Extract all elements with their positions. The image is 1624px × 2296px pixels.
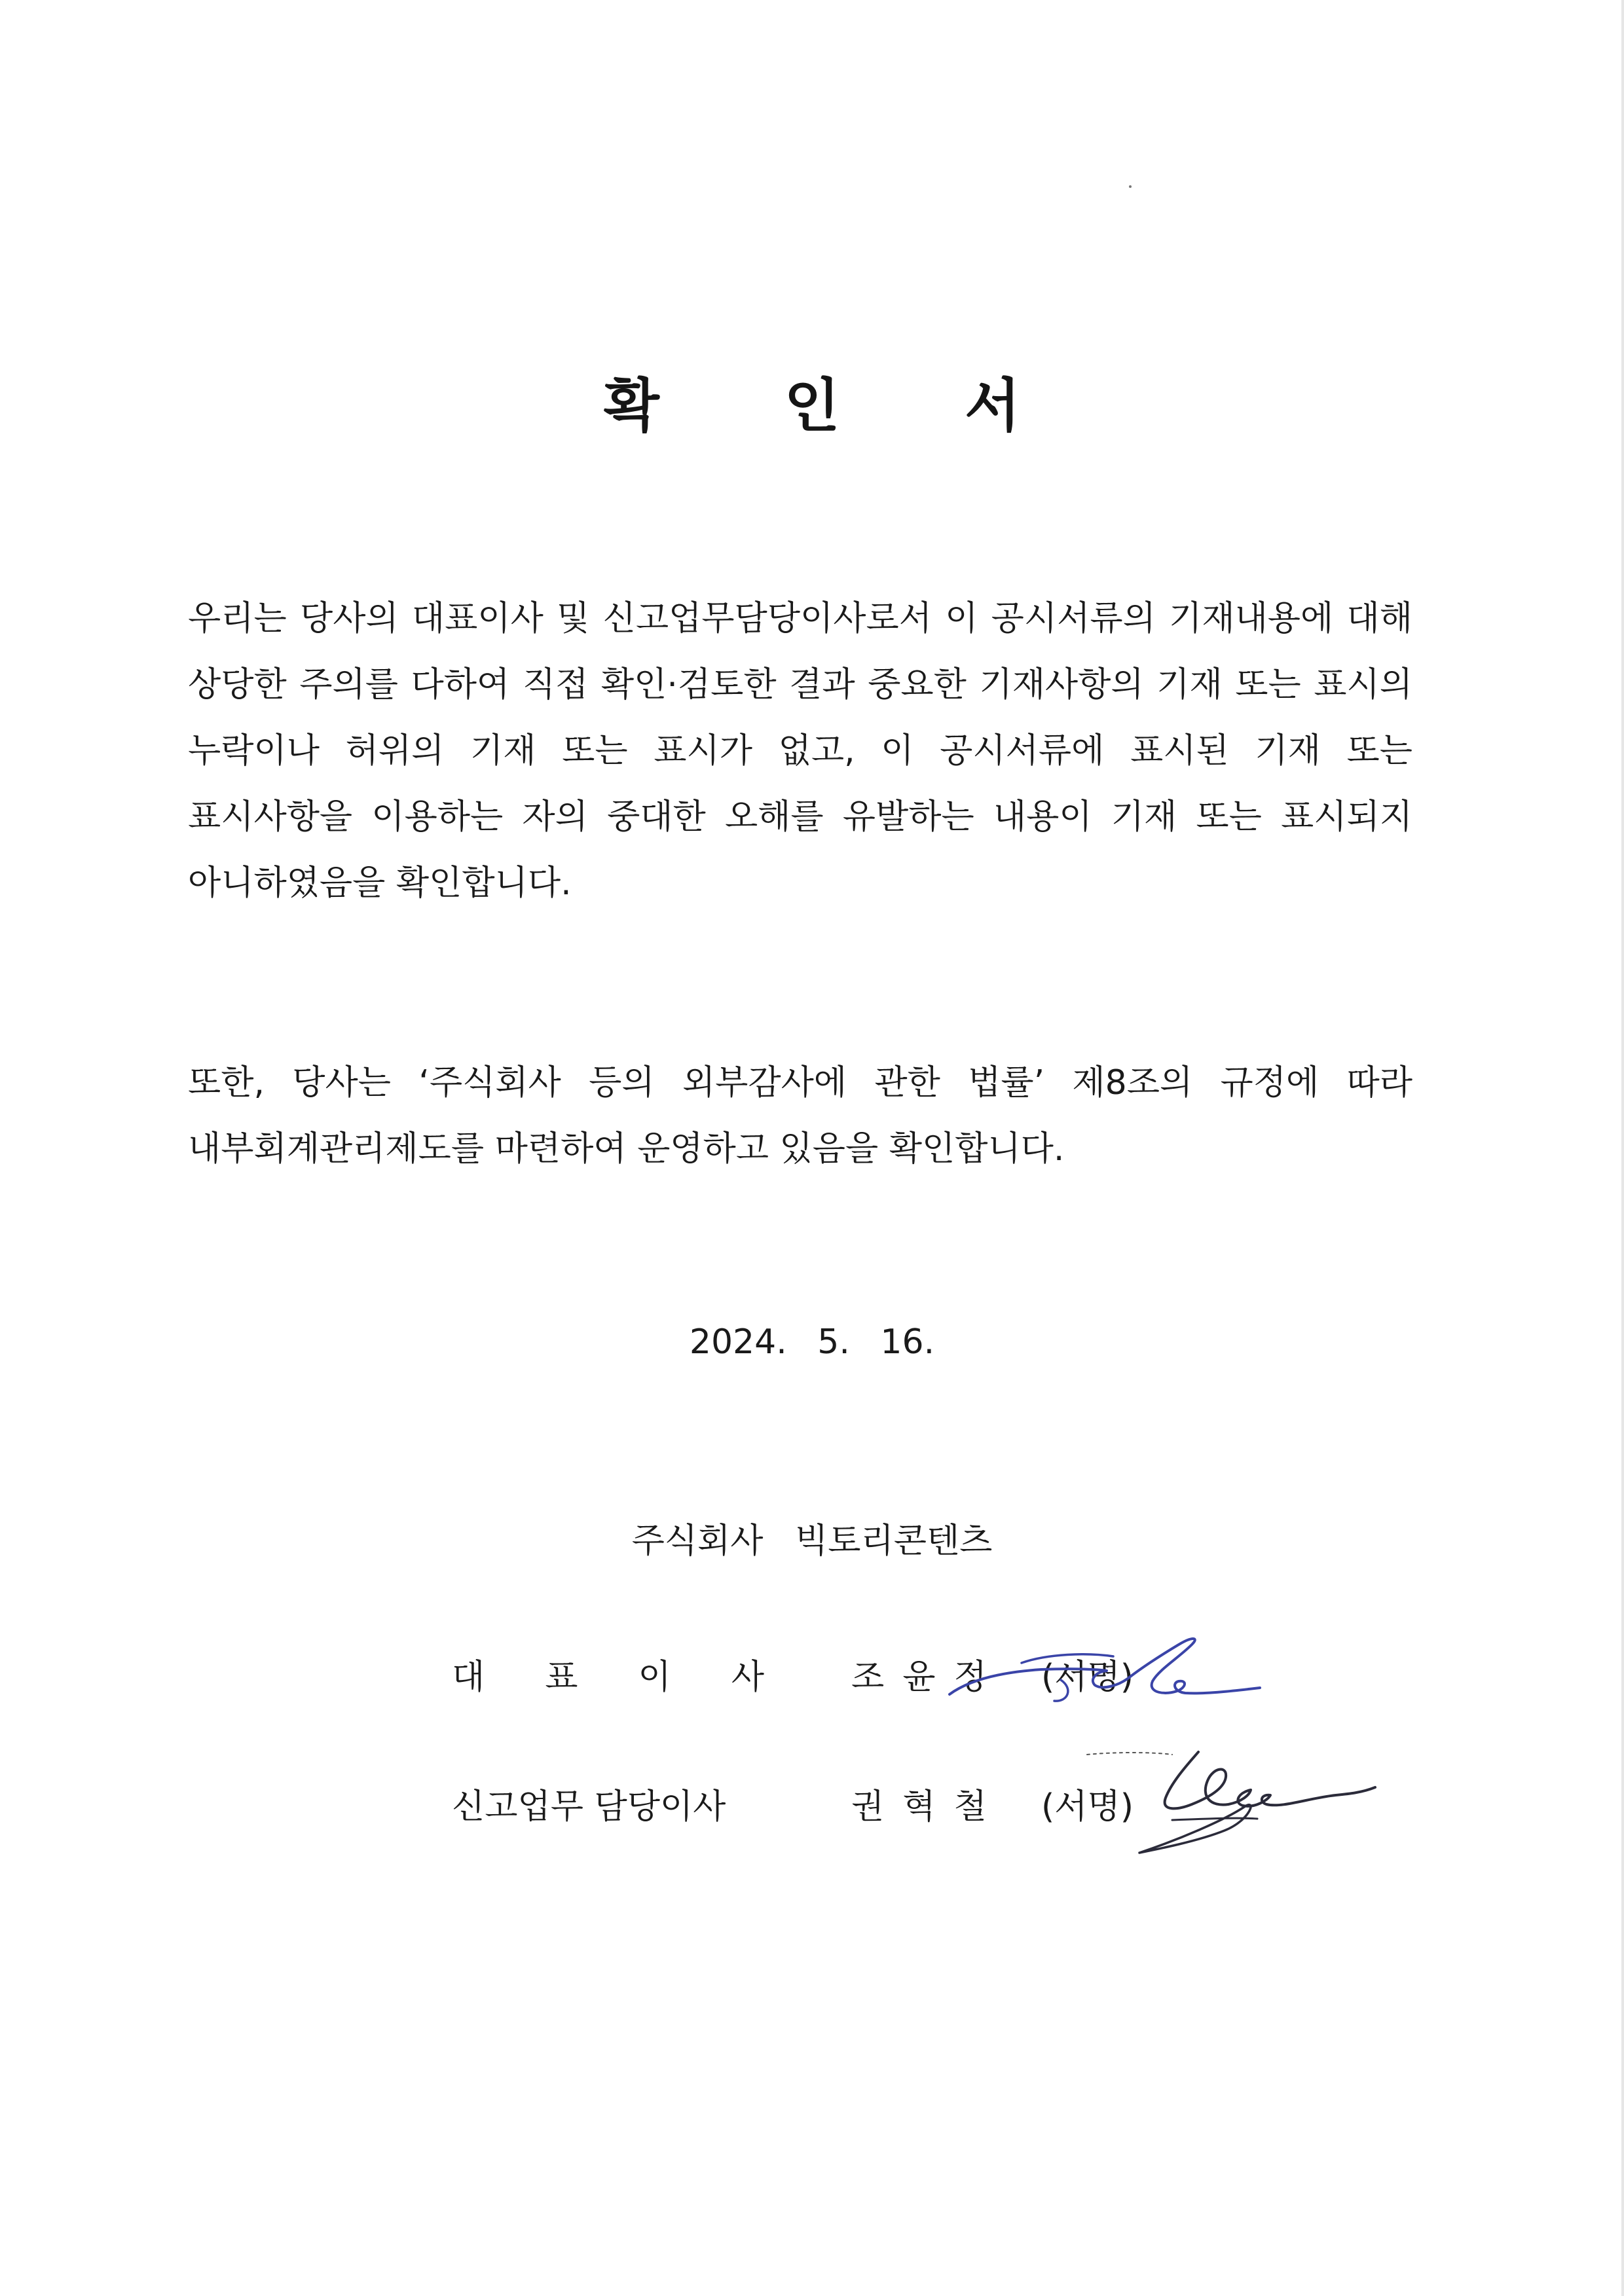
- signatory-role: 신고업무 담당이사: [452, 1787, 726, 1827]
- page-edge-shadow: [1621, 0, 1624, 2296]
- signature-mark-label: (서명): [1041, 1787, 1134, 1827]
- handwritten-signature-disclosure-officer: [1074, 1741, 1388, 1886]
- signatory-row-ceo: [0, 1645, 1624, 1710]
- signatory-name: 조윤정: [851, 1658, 1005, 1697]
- signatory-role: 대표이사: [452, 1658, 824, 1697]
- company-name: 주식회사 빅토리콘텐츠: [631, 1522, 993, 1561]
- document-date: 2024. 5. 16.: [689, 1322, 935, 1362]
- signature-stroke: [1087, 1753, 1172, 1755]
- signature-stroke: [1022, 1654, 1113, 1663]
- confirmation-paragraph: 우리는 당사의 대표이사 및 신고업무담당이사로서 이 공시서류의 기재내용에 대해 상당한 주의를 다하여 직접 확인·검토한 결과 중요한 기재사항의 기재 또는 표시의 누락이나 허위의 기재 또는 표시가 없고, 이 공시서류에 표시된 기재 또는 표시사항을 이용하는 자의 중대한 오해를 유발하는 내용이 기재 또는 표시되지 아니하였음을 확인합니다.: [188, 599, 1412, 903]
- signature-stroke: [1172, 1818, 1257, 1820]
- signature-stroke: [1054, 1680, 1068, 1701]
- handwritten-signature-ceo: [943, 1617, 1283, 1722]
- signature-mark-label: (서명): [1041, 1658, 1134, 1697]
- signature-stroke: [1139, 1805, 1251, 1853]
- scan-speck: [1129, 185, 1132, 188]
- internal-control-paragraph: 또한, 당사는 ‘주식회사 등의 외부감사에 관한 법률’ 제8조의 규정에 따라 내부회계관리제도를 마련하여 운영하고 있음을 확인합니다.: [188, 1063, 1412, 1169]
- signature-stroke: [950, 1639, 1260, 1694]
- document-title: 확 인 서: [603, 372, 1073, 439]
- signatory-name: 권혁철: [851, 1787, 1005, 1827]
- signature-stroke: [1165, 1752, 1375, 1808]
